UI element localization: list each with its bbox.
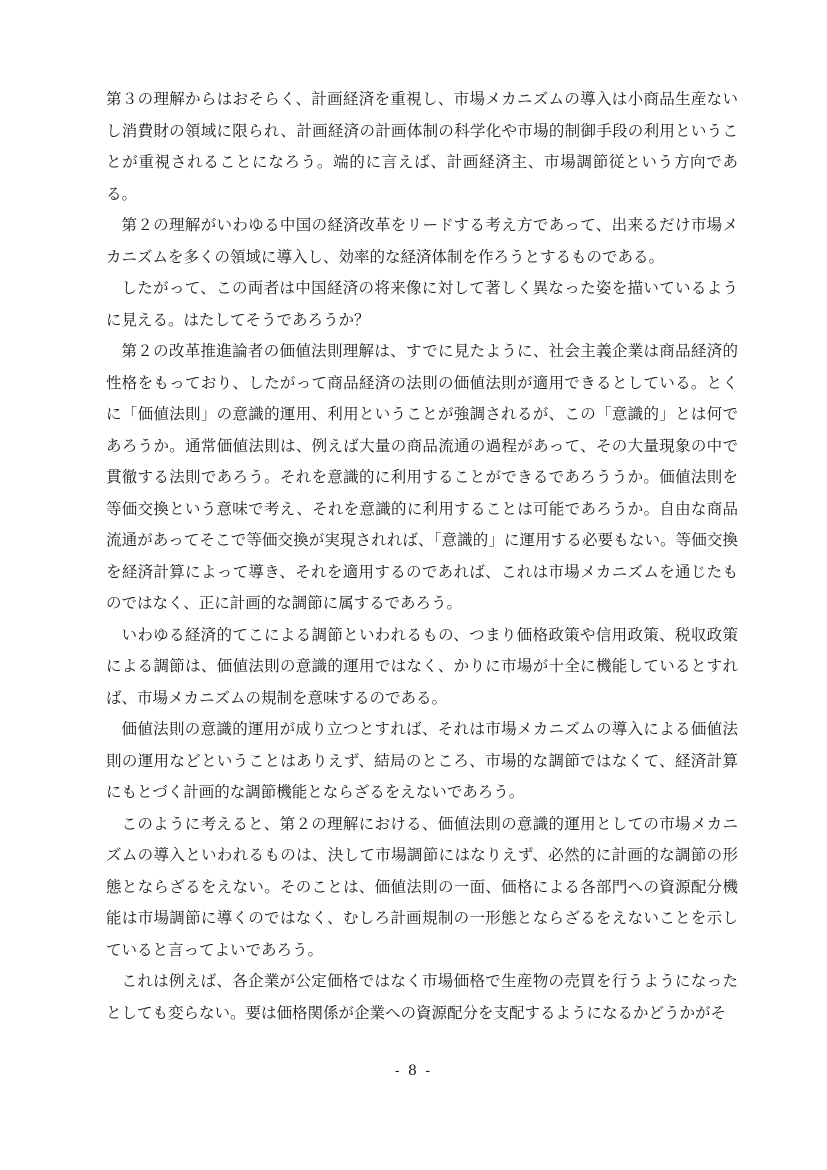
- paragraph-2: 第２の理解がいわゆる中国の経済改革をリードする考え方であって、出来るだけ市場メカニズムを多くの領域に導入し、効率的な経済体制を作ろうとするものである。: [106, 216, 738, 266]
- paragraph-3: したがって、この両者は中国経済の将来像に対して著しく異なった姿を描いているように見える。はたしてそうであろうか？: [106, 279, 738, 329]
- page-number: - 8 -: [394, 1063, 433, 1079]
- paragraph-5: いわゆる経済的てこによる調節といわれるもの、つまり価格政策や信用政策、税収政策による調節は、価値法則の意識的運用ではなく、かりに市場が十全に機能しているとすれば、市場メカニズムの規制を意味するのである。: [106, 625, 738, 707]
- paragraph-6: 価値法則の意識的運用が成り立つとすれば、それは市場メカニズムの導入による価値法則の運用などということはありえず、結局のところ、市場的な調節ではなくて、経済計算にもとづく計画的な調節機能とならざるをえないであろう。: [106, 720, 738, 801]
- body-text: [106, 84, 738, 1029]
- paragraph-8: これは例えば、各企業が公定価格ではなく市場価格で生産物の売買を行うようになったとしても変らない。要は価格関係が企業への資源配分を支配するようになるかどうかがそ: [106, 972, 738, 1022]
- paragraph-1: 第３の理解からはおそらく、計画経済を重視し、市場メカニズムの導入は小商品生産ないし消費財の領域に限られ、計画経済の計画体制の科学化や市場的制御手段の利用ということが重視されることになろう。端的に言えば、計画経済主、市場調節従という方向である。: [106, 90, 738, 203]
- paragraph-4: 第２の改革推進論者の価値法則理解は、すでに見たように、社会主義企業は商品経済的性格をもっており、したがって商品経済の法則の価値法則が適用できるとしている。とくに「価値法則」の意識的運用、利用ということが強調されるが、この「意識的」とは何であろうか。通常価値法則は、例えば大量の商品流通の過程があって、その大量現象の中で貫徹する法則であろう。それを意識的に利用することができるであろううか。価値法則を等価交換という意味で考え、それを意識的に利用することは可能であろうか。自由な商品流通があってそこで等価交換が実現されれば、「意識的」に運用する必要もない。等価交換を経済計算によって導き、それを適用するのであれば、これは市場メカニズムを通じたものではなく、正に計画的な調節に属するであろう。: [106, 342, 738, 612]
- paragraph-7: このように考えると、第２の理解における、価値法則の意識的運用としての市場メカニズムの導入といわれるものは、決して市場調節にはなりえず、必然的に計画的な調節の形態とならざるをえない。そのことは、価値法則の一面、価格による各部門への資源配分機能は市場調節に導くのではなく、むしろ計画規制の一形態とならざるをえないことを示していると言ってよいであろう。: [106, 814, 738, 959]
